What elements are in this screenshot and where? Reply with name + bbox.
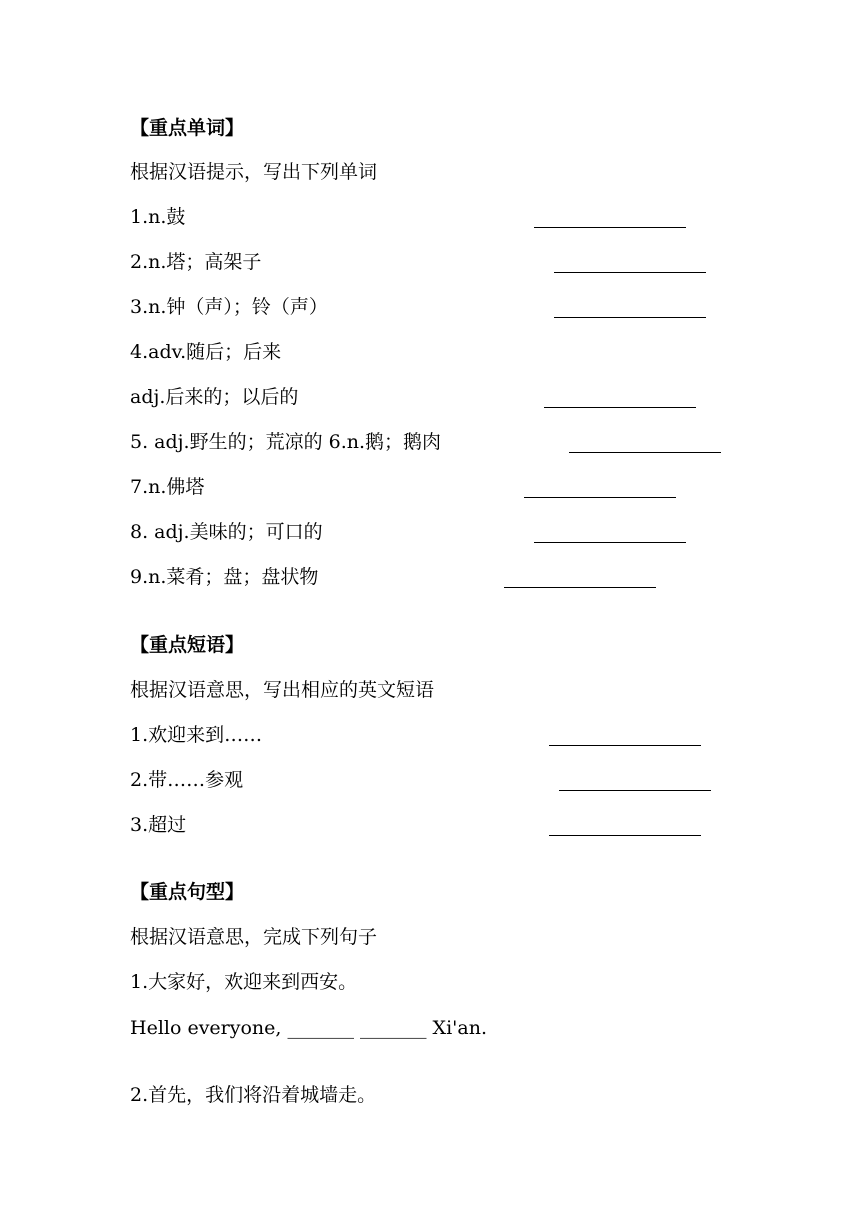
answer-blank-phrase-2[interactable] (559, 790, 711, 791)
vocab-heading: 【重点单词】 (130, 117, 245, 139)
vocab-item-2: 2.n.塔；高架子 (130, 251, 262, 273)
vocab-item-5-6: 5. adj.野生的；荒凉的 6.n.鹅；鹅肉 (130, 431, 442, 453)
vocab-item-4: 4.adv.随后；后来 (130, 341, 282, 363)
vocab-item-7: 7.n.佛塔 (130, 476, 205, 498)
phrases-heading: 【重点短语】 (130, 634, 245, 656)
sentence-item-2: 2.首先，我们将沿着城墙走。 (130, 1084, 377, 1106)
vocab-item-4b: adj.后来的；以后的 (130, 386, 299, 408)
answer-blank-phrase-1[interactable] (549, 745, 701, 746)
phrase-item-1: 1.欢迎来到…… (130, 724, 263, 746)
answer-blank-vocab-9[interactable] (504, 587, 656, 588)
sentences-instruction: 根据汉语意思，完成下列句子 (130, 926, 378, 948)
phrases-instruction: 根据汉语意思，写出相应的英文短语 (130, 679, 435, 701)
sentence-item-1: 1.大家好，欢迎来到西安。 (130, 971, 358, 993)
answer-blank-vocab-8[interactable] (534, 542, 686, 543)
answer-blank-phrase-3[interactable] (549, 835, 701, 836)
answer-blank-vocab-2[interactable] (554, 272, 706, 273)
answer-blank-vocab-1[interactable] (534, 227, 686, 228)
phrase-item-2: 2.带……参观 (130, 769, 244, 791)
answer-blank-vocab-5-6[interactable] (569, 452, 721, 453)
vocab-item-1: 1.n.鼓 (130, 206, 186, 228)
vocab-instruction: 根据汉语提示，写出下列单词 (130, 161, 378, 183)
answer-blank-vocab-7[interactable] (524, 497, 676, 498)
vocab-item-3: 3.n.钟（声）；铃（声） (130, 296, 328, 318)
phrase-item-3: 3.超过 (130, 814, 187, 836)
sentence-item-1-english: Hello everyone, _______ _______ Xi'an. (130, 1017, 487, 1039)
vocab-item-9: 9.n.菜肴；盘；盘状物 (130, 566, 319, 588)
sentences-heading: 【重点句型】 (130, 881, 245, 903)
answer-blank-vocab-4[interactable] (544, 407, 696, 408)
vocab-item-8: 8. adj.美味的；可口的 (130, 521, 323, 543)
answer-blank-vocab-3[interactable] (554, 317, 706, 318)
